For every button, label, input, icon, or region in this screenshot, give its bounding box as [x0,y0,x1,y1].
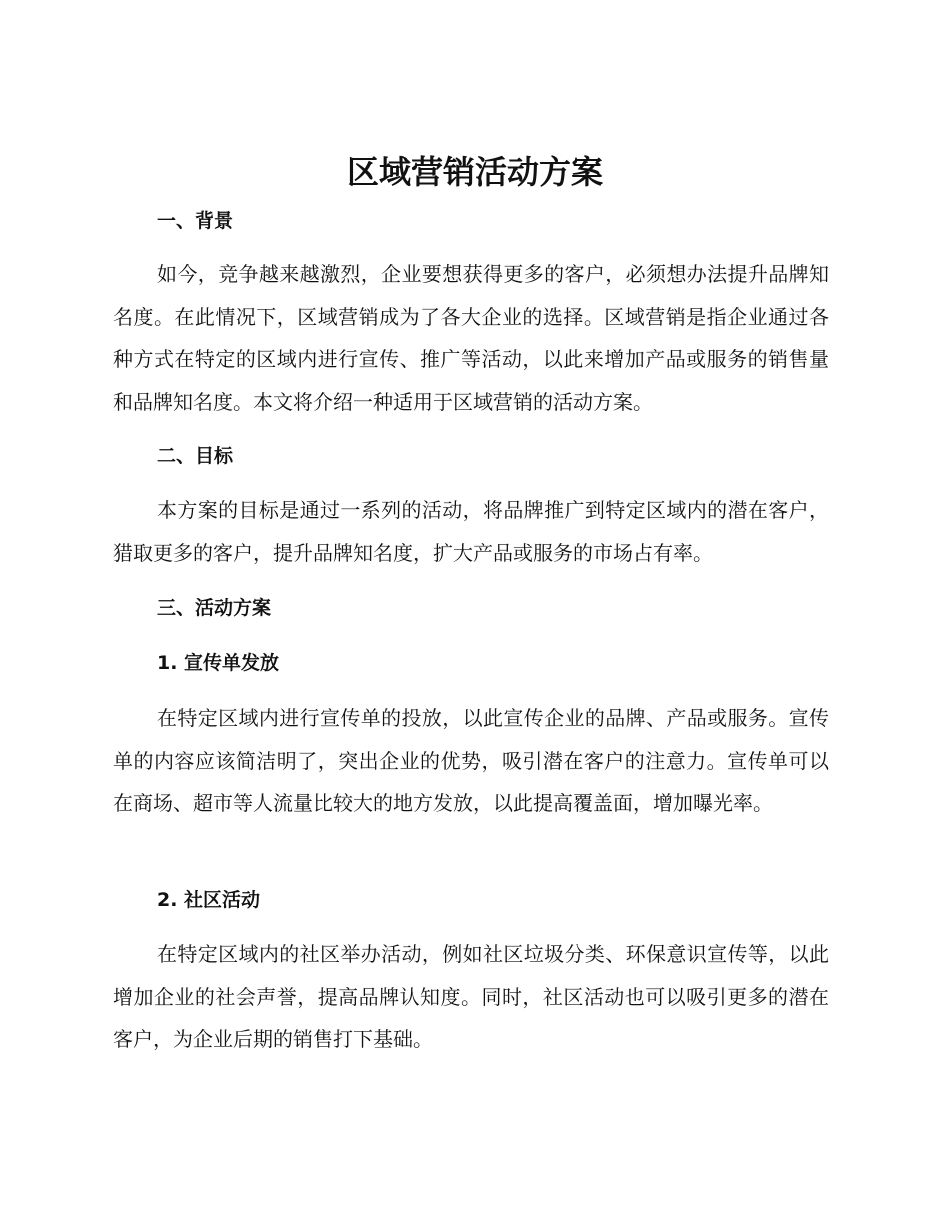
section-paragraph-background: 如今，竞争越来越激烈，企业要想获得更多的客户，必须想办法提升品牌知名度。在此情况下，区域营销成为了各大企业的选择。区域营销是指企业通过各种方式在特定的区域内进行宣传、推广等活动，以此来增加产品或服务的销售量和品牌知名度。本文将介绍一种适用于区域营销的活动方案。 [113,262,829,414]
section-paragraph-goals: 本方案的目标是通过一系列的活动，将品牌推广到特定区域内的潜在客户，猎取更多的客户，提升品牌知名度，扩大产品或服务的市场占有率。 [113,498,829,565]
section-heading-background: 一、背景 [157,210,234,232]
subsection-paragraph-community: 在特定区域内的社区举办活动，例如社区垃圾分类、环保意识宣传等，以此增加企业的社会声誉，提高品牌认知度。同时，社区活动也可以吸引更多的潜在客户，为企业后期的销售打下基础。 [113,942,829,1051]
section-heading-activity-plan: 三、活动方案 [157,597,272,619]
subsection-paragraph-flyers: 在特定区域内进行宣传单的投放，以此宣传企业的品牌、产品或服务。宣传单的内容应该简洁明了，突出企业的优势，吸引潜在客户的注意力。宣传单可以在商场、超市等人流量比较大的地方发放，以此提高覆盖面，增加曝光率。 [113,706,829,815]
section-heading-goals: 二、目标 [157,445,234,467]
document-title: 区域营销活动方案 [346,153,603,191]
subsection-heading-community: 2. 社区活动 [157,889,261,911]
subsection-heading-flyers: 1. 宣传单发放 [157,652,280,674]
